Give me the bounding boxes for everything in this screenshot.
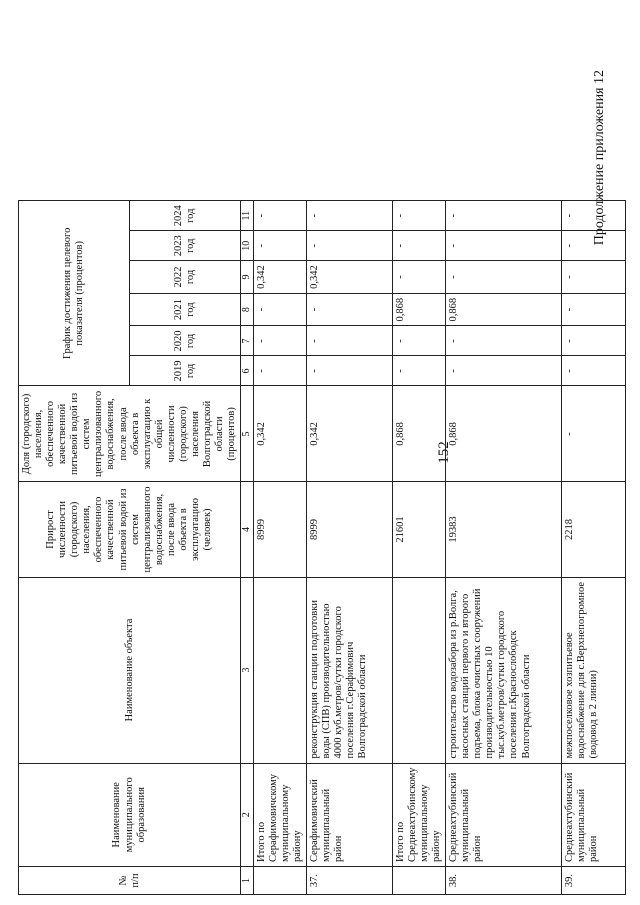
row-number	[253, 867, 306, 895]
year-value-cell: -	[446, 231, 562, 261]
header-year: 2021 год	[130, 293, 241, 326]
column-index-cell: 7	[241, 326, 254, 356]
header-object: Наименование объекта	[19, 577, 241, 763]
column-index-cell: 6	[241, 356, 254, 386]
share-cell: 0,868	[446, 386, 562, 482]
year-value-cell: -	[446, 326, 562, 356]
year-value-cell: -	[306, 231, 392, 261]
year-value-cell: -	[562, 356, 626, 386]
column-index-cell: 10	[241, 231, 254, 261]
year-value-cell: -	[306, 326, 392, 356]
share-cell: 0,342	[306, 386, 392, 482]
header-year: 2019 год	[130, 356, 241, 386]
continuation-label: Продолжение приложения 12	[592, 70, 607, 246]
year-value-cell: -	[446, 261, 562, 294]
object-cell: межпоселковое хозпитьевое водоснабжение для с.Верхнепогромное (водовод в 2 линии)	[562, 577, 626, 763]
table-row	[253, 201, 306, 895]
header-year: 2024 год	[130, 201, 241, 231]
year-value-cell: -	[392, 231, 445, 261]
target-indicator-table	[18, 200, 626, 895]
year-value-cell: -	[392, 201, 445, 231]
year-value-cell: 0,868	[392, 293, 445, 326]
year-value-cell: 0,342	[306, 261, 392, 294]
object-cell: реконструкция станции подготовки воды (СПВ) производительностью 4000 куб.метров/сутки городского поселения г.Серафимович Волгоградской области	[306, 577, 392, 763]
growth-cell: 19383	[446, 482, 562, 577]
year-value-cell: -	[306, 201, 392, 231]
header-row-1	[19, 201, 130, 895]
header-year: 2022 год	[130, 261, 241, 294]
table-row	[446, 201, 562, 895]
year-value-cell: -	[392, 261, 445, 294]
year-value-cell: -	[562, 231, 626, 261]
header-share: Доля (городского) населения, обеспеченного качественной питьевой водой из систем централизованного водоснабжения, после ввода объекта в эксплуатацию к общей численности (городского) населения Волгоградской области (процентов)	[19, 386, 241, 482]
municipality-cell: Итого по Среднеахтубинскому муниципальному району	[392, 763, 445, 866]
row-number: 38.	[446, 867, 562, 895]
year-value-cell: -	[392, 326, 445, 356]
year-value-cell: -	[253, 293, 306, 326]
header-municipality: Наименование муниципального образования	[19, 763, 241, 866]
header-year: 2023 год	[130, 231, 241, 261]
column-index-cell: 5	[241, 386, 254, 482]
year-value-cell: 0,868	[446, 293, 562, 326]
header-growth: Прирост численности (городского) населения, обеспеченного качественной питьевой водой из систем централизованного водоснабжения, после ввода объекта в эксплуатацию (человек)	[19, 482, 241, 577]
object-cell	[253, 577, 306, 763]
year-value-cell: -	[253, 326, 306, 356]
object-cell	[392, 577, 445, 763]
column-index-row	[241, 201, 254, 895]
year-value-cell: -	[253, 231, 306, 261]
year-value-cell: -	[253, 356, 306, 386]
column-index-cell: 8	[241, 293, 254, 326]
share-cell: 0,342	[253, 386, 306, 482]
year-value-cell: -	[562, 201, 626, 231]
column-index-cell: 2	[241, 763, 254, 866]
year-value-cell: 0,342	[253, 261, 306, 294]
table-row	[306, 201, 392, 895]
growth-cell: 21601	[392, 482, 445, 577]
growth-cell: 8999	[253, 482, 306, 577]
column-index-cell: 1	[241, 867, 254, 895]
year-value-cell: -	[446, 201, 562, 231]
year-value-cell: -	[562, 261, 626, 294]
object-cell: строительство водозабора из р.Волга, насосных станций первого и второго подъема, блока очистных сооружений производительностью 10 тыс.куб.метров/сутки городского поселения г.Краснослободск Волгоградской области	[446, 577, 562, 763]
growth-cell: 2218	[562, 482, 626, 577]
municipality-cell: Среднеахтубинский муниципальный район	[562, 763, 626, 866]
row-number	[392, 867, 445, 895]
header-num: № п/п	[19, 867, 241, 895]
year-value-cell: -	[392, 356, 445, 386]
year-value-cell: -	[253, 201, 306, 231]
municipality-cell: Серафимовичский муниципальный район	[306, 763, 392, 866]
header-schedule: График достижения целевого показателя (процентов)	[19, 201, 130, 386]
row-number: 39.	[562, 867, 626, 895]
share-cell: 0,868	[392, 386, 445, 482]
municipality-cell: Среднеахтубинский муниципальный район	[446, 763, 562, 866]
municipality-cell: Итого по Серафимовичскому муниципальному району	[253, 763, 306, 866]
row-number: 37.	[306, 867, 392, 895]
column-index-cell: 4	[241, 482, 254, 577]
share-cell: -	[562, 386, 626, 482]
growth-cell: 8999	[306, 482, 392, 577]
table-row	[392, 201, 445, 895]
year-value-cell: -	[306, 356, 392, 386]
table-row	[562, 201, 626, 895]
year-value-cell: -	[306, 293, 392, 326]
year-value-cell: -	[446, 356, 562, 386]
header-year: 2020 год	[130, 326, 241, 356]
column-index-cell: 11	[241, 201, 254, 231]
column-index-cell: 9	[241, 261, 254, 294]
year-value-cell: -	[562, 326, 626, 356]
page-number: 152	[436, 441, 452, 464]
year-value-cell: -	[562, 293, 626, 326]
column-index-cell: 3	[241, 577, 254, 763]
